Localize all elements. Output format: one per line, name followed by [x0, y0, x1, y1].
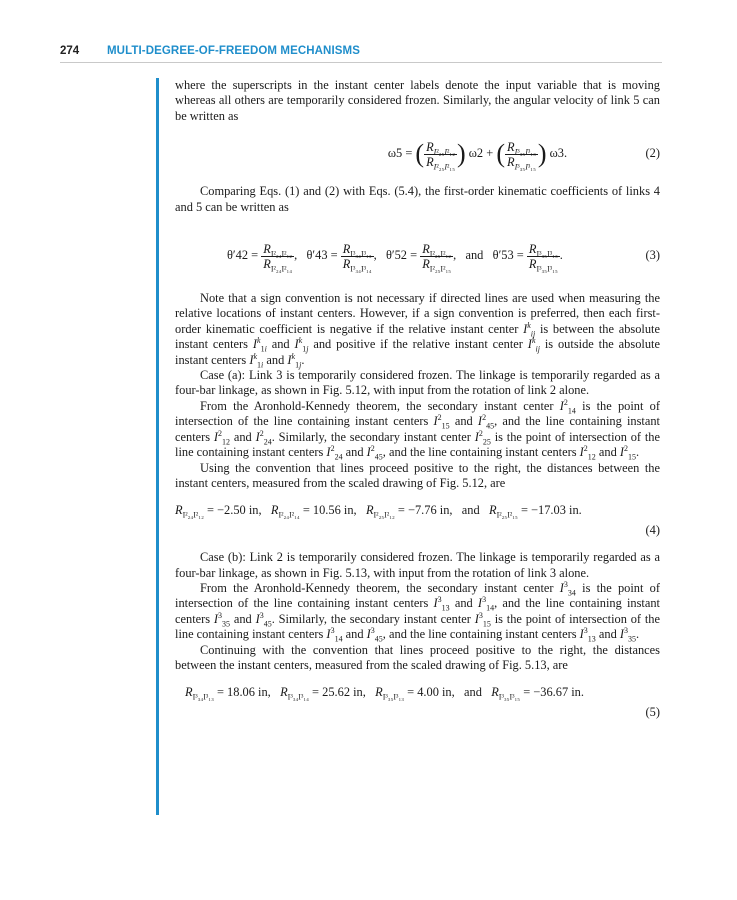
paragraph: Using the convention that lines proceed positive to the right, the distances between the instant centers, measured from the scaled drawing of Fig. 5.12, are — [175, 460, 660, 490]
chapter-title: MULTI-DEGREE-OF-FREEDOM MECHANISMS — [107, 45, 360, 57]
margin-accent-bar — [156, 78, 159, 815]
equation-4: $R_{I^2_{24}I^2_{12}} = -2.50$ in, $R_{I^2_{24}I^2_{14}} = 10.56$ in, $R_{I^2_{25}I^2_{12}} = -7.76$ in, and $R_{I^2_{25}I^2_{15}} = -17.03$ in. (4) — [175, 503, 660, 537]
eq2-term1: ω2 + — [468, 146, 494, 161]
eq2-lhs: ω5 = — [387, 146, 413, 161]
paragraph: Comparing Eqs. (1) and (2) with Eqs. (5.4), the first-order kinematic coefficients of links 4 and 5 can be written as — [175, 184, 660, 214]
eq3-theta43: θ′43 = — [306, 248, 338, 263]
equation-number: (3) — [645, 248, 660, 263]
eq3-and: and — [465, 248, 484, 263]
equation-number: (4) — [645, 522, 660, 537]
eq3-theta53: θ′53 = — [492, 248, 524, 263]
equation-number: (5) — [645, 704, 660, 719]
eq2-term2: ω3. — [549, 146, 568, 161]
paragraph-sign-convention: Note that a sign convention is not necessary if directed lines are used when measuring the relative locations of instant centers. However, if a sign convention is preferred, then each first-order kinematic coefficient is negative if the relative instant center $I^k_{ij}$ is between the absolute instant centers $I^k_{1i}$ and $I^k_{1j}$ and positive if the relative instant center $I^k_{ij}$ is outside the absolute instant centers $I^k_{1i}$ and $I^k_{1j}$. — [175, 291, 660, 370]
equation-5: $R_{I^3_{34}I^3_{13}} = 18.06$ in, $R_{I^3_{34}I^3_{14}} = 25.62$ in, $R_{I^3_{35}I^3_{13}} = 4.00$ in, and $R_{I^3_{35}I^3_{15}} = -36.67$ in. (5) — [175, 685, 660, 720]
equation-number: (2) — [645, 146, 660, 161]
equation-2: ω5 = ( $\frac{R_{I^2_{25}I^2_{12}}}{R_{I^2_{25}I^2_{15}}}$ ) ω2 + ( $\frac{R_{I^3_{35}I^3_{13}}}{R_{I^3_{35}I^3_{15}}}$ ) ω3. (2) — [175, 132, 660, 174]
page-number: 274 — [60, 45, 80, 57]
eq3-theta42: θ′42 = — [227, 248, 259, 263]
eq3-theta52: θ′52 = — [385, 248, 418, 263]
paragraph: From the Aronhold-Kennedy theorem, the secondary instant center $I^2_{14}$ is the point of intersection of the line containing instant centers $I^2_{15}$ and $I^2_{45}$, and the line containing instant centers $I^2_{12}$ and $I^2_{24}$. Similarly, the secondary instant center $I^2_{25}$ is the point of intersection of the line containing instant centers $I^2_{24}$ and $I^2_{45}$, and the line containing instant centers $I^2_{12}$ and $I^2_{15}$. — [175, 397, 661, 462]
paragraph-case-a: Case (a): Link 3 is temporarily considered frozen. The linkage is temporarily regarded as a four-bar linkage, as shown in Fig. 5.12, with input from the rotation of link 2 alone. — [175, 368, 660, 398]
paragraph-case-b: Case (b): Link 2 is temporarily considered frozen. The linkage is temporarily regarded as a four-bar linkage, as shown in Fig. 5.13, with input from the rotation of link 3 alone. — [175, 550, 660, 580]
running-header — [60, 44, 662, 63]
paragraph: Continuing with the convention that lines proceed positive to the right, the distances between the instant centers, measured from the scaled drawing of Fig. 5.13, are — [175, 642, 660, 672]
equation-3: θ′42 = $\frac{R_{I^2_{24}I^2_{12}}}{R_{I^2_{24}I^2_{14}}}$ , θ′43 = $\frac{R_{I^3_{34}I^3_{13}}}{R_{I^3_{34}I^3_{14}}}$ , θ′52 = $\frac{R_{I^2_{25}I^2_{12}}}{R_{I^2_{25}I^2_{15}}}$ , and θ′53 = $\frac{R_{I^3_{35}I^3_{13}}}{R_{I^3_{35}I^3_{15}}}$ . (3) — [175, 233, 660, 277]
paragraph: where the superscripts in the instant center labels denote the input variable that is moving whereas all others are temporarily considered frozen. Similarly, the angular velocity of link 5 can be written as — [175, 78, 660, 123]
paragraph: From the Aronhold-Kennedy theorem, the secondary instant center $I^3_{34}$ is the point of intersection of the line containing instant centers $I^3_{13}$ and $I^3_{14}$, and the line containing instant centers $I^3_{35}$ and $I^3_{45}$. Similarly, the secondary instant center $I^3_{15}$ is the point of intersection of the line containing instant centers $I^3_{14}$ and $I^3_{45}$, and the line containing instant centers $I^3_{13}$ and $I^3_{35}$. — [175, 579, 661, 644]
body-text — [175, 78, 660, 720]
